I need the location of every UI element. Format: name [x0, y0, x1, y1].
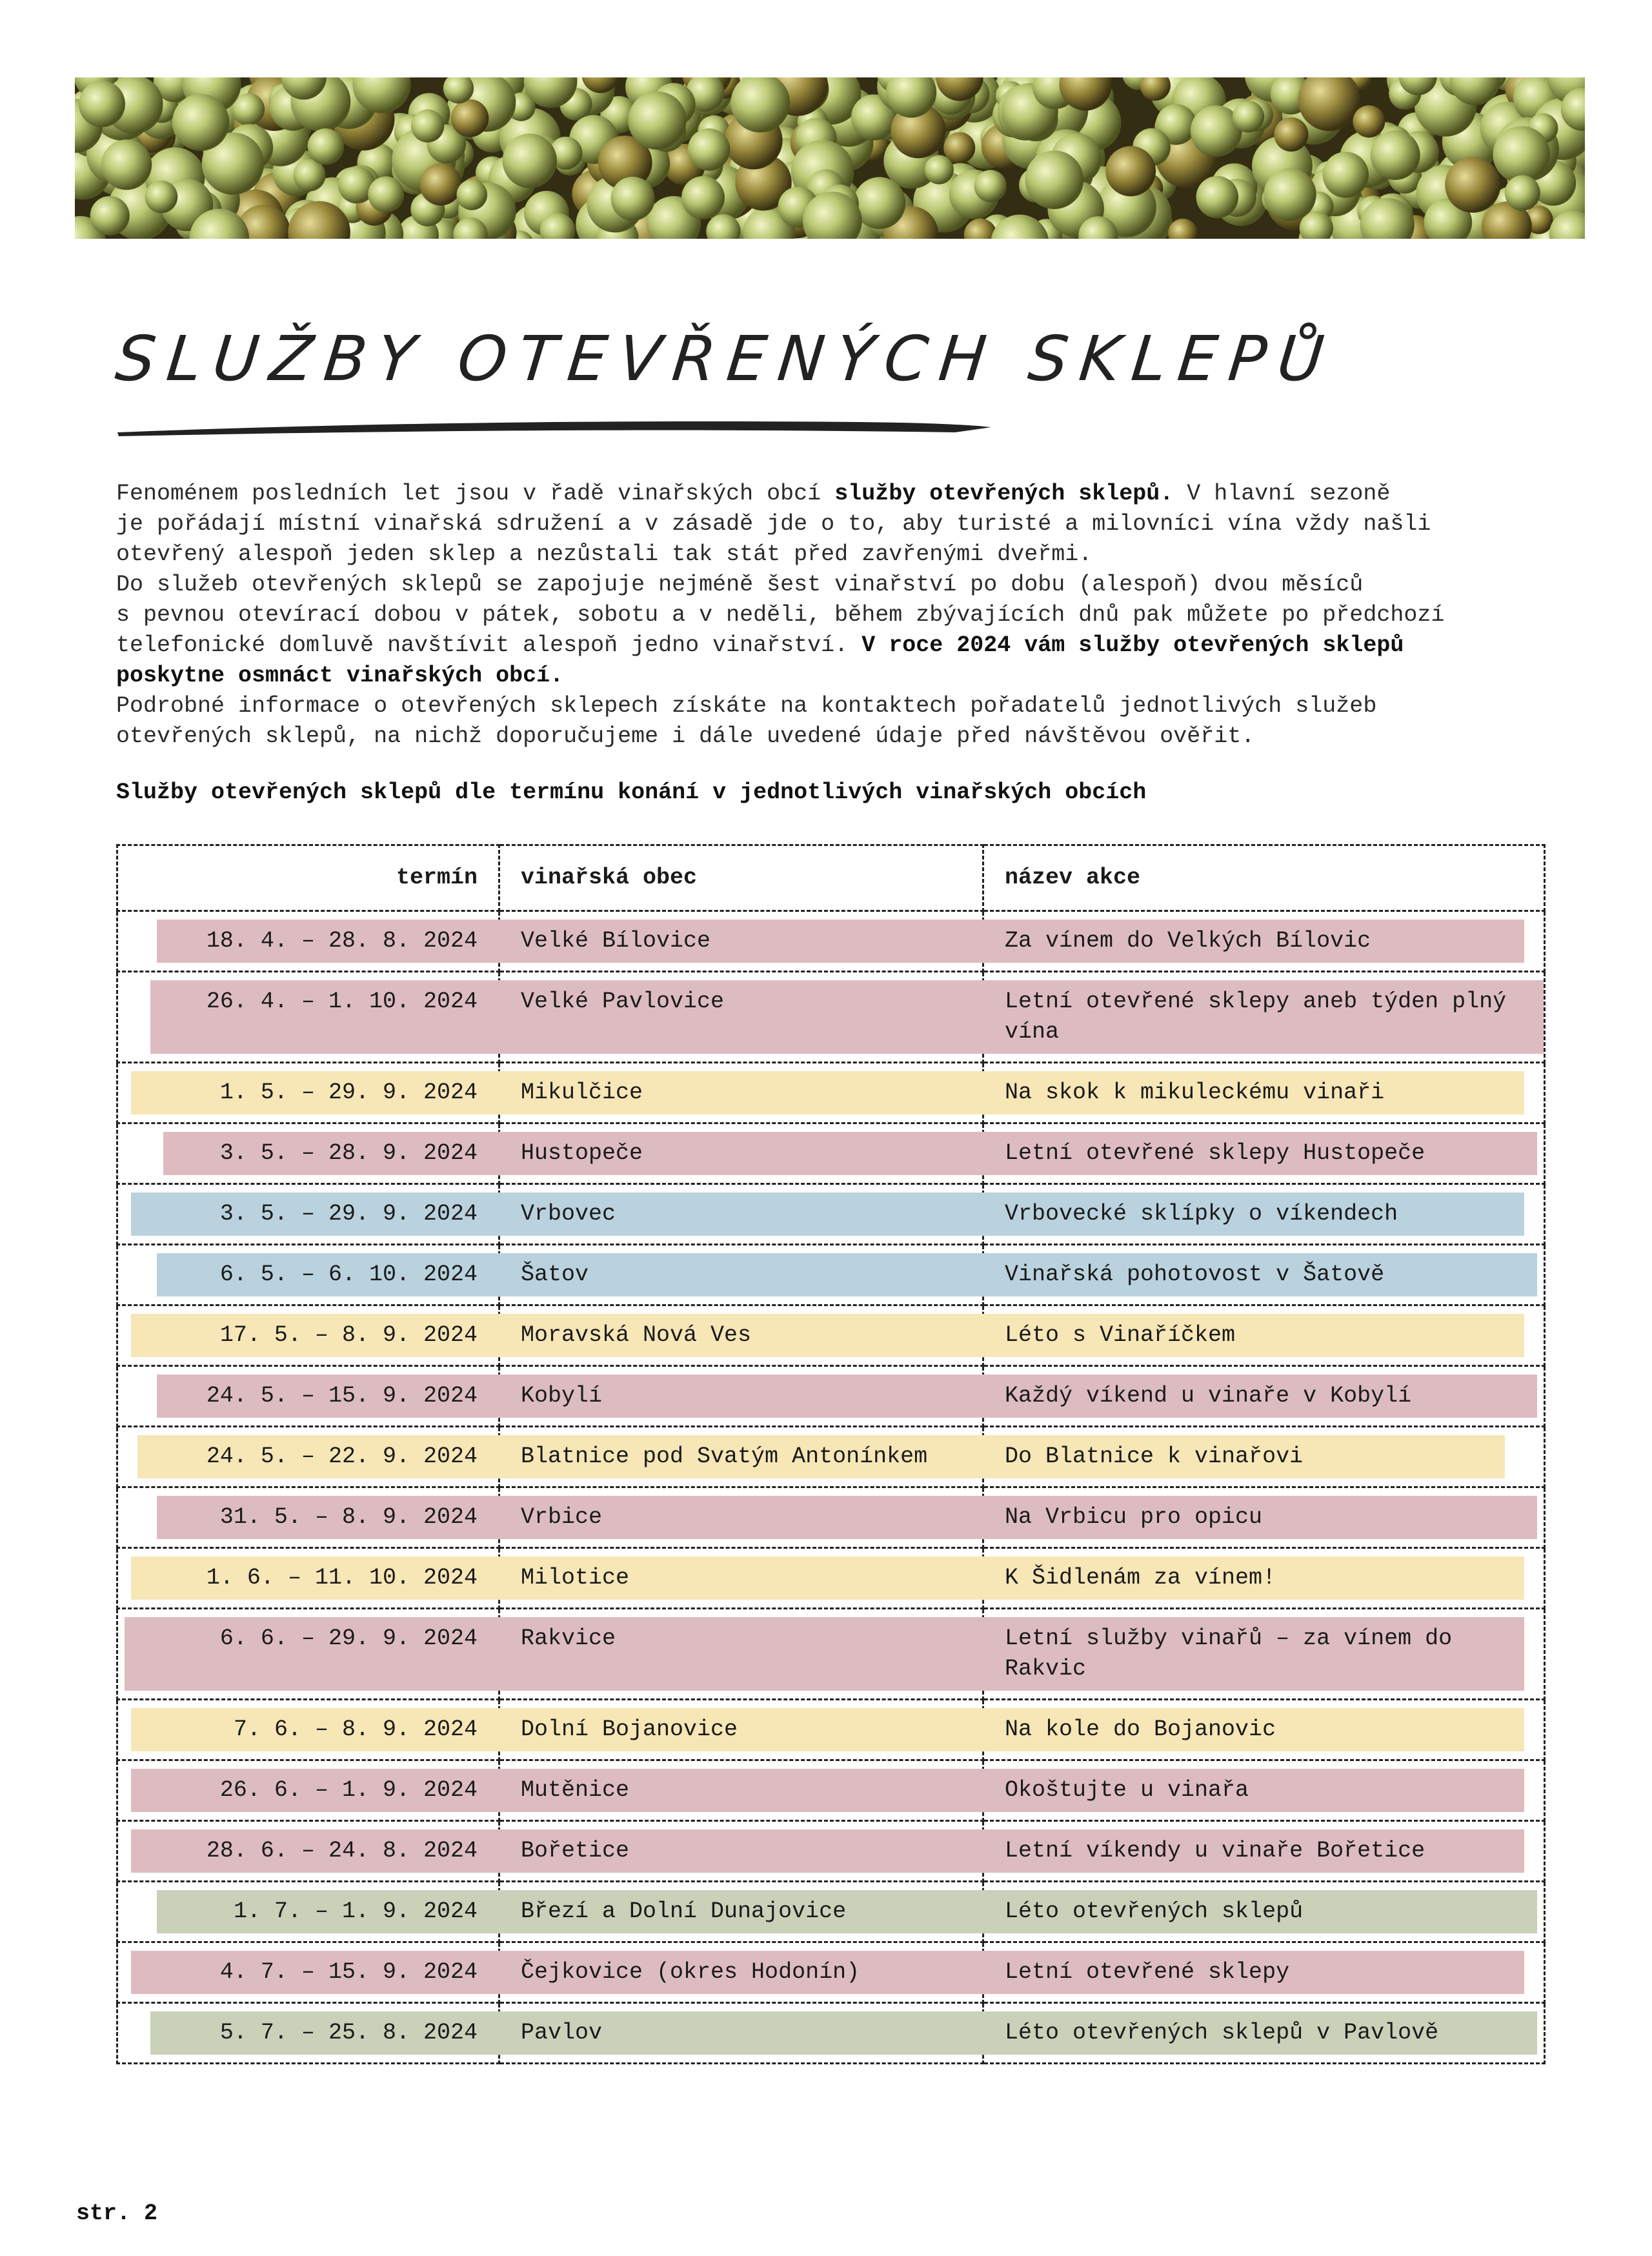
cell-village [499, 1487, 983, 1548]
event-text: Letní otevřené sklepy [1005, 1959, 1290, 1985]
village-text: Velké Pavlovice [521, 989, 725, 1014]
village-text: Pavlov [521, 2020, 603, 2046]
grapes-banner-image [75, 77, 1585, 239]
date-text: 7. 6. – 8. 9. 2024 [233, 1717, 478, 1742]
cell-village [499, 1882, 983, 1942]
cell-event [983, 1427, 1545, 1487]
cell-village [499, 972, 983, 1063]
cell-event [983, 1184, 1545, 1245]
cell-village [499, 1609, 983, 1700]
intro-text-1: Fenoménem posledních let jsou v řadě vinařských obcí [116, 481, 835, 507]
village-text: Vrbice [521, 1504, 603, 1530]
cell-village [499, 2003, 983, 2064]
table-row [117, 1548, 1545, 1609]
event-text: Léto s Vinaříčkem [1005, 1322, 1236, 1348]
event-text: Okoštujte u vinařa [1005, 1777, 1249, 1803]
event-text: Na Vrbicu pro opicu [1005, 1504, 1263, 1530]
date-text: 26. 6. – 1. 9. 2024 [219, 1777, 478, 1803]
village-text: Moravská Nová Ves [521, 1322, 752, 1348]
cell-village [499, 1427, 983, 1487]
village-text: Březí a Dolní Dunajovice [521, 1898, 847, 1924]
table-row [117, 1882, 1545, 1942]
cell-event [983, 1942, 1545, 2003]
village-text: Mutěnice [521, 1777, 630, 1803]
event-text: Každý víkend u vinaře v Kobylí [1005, 1383, 1412, 1409]
event-text: Vrbovecké sklípky o víkendech [1005, 1201, 1398, 1227]
event-text: Letní otevřené sklepy Hustopeče [1005, 1140, 1425, 1166]
date-text: 3. 5. – 29. 9. 2024 [219, 1201, 478, 1227]
title-underline-stroke [116, 413, 994, 439]
cell-village [499, 1366, 983, 1427]
schedule-table-wrapper [116, 844, 1544, 2064]
intro-bold-1: služby otevřených sklepů. [834, 481, 1174, 507]
event-text: Léto otevřených sklepů [1005, 1898, 1304, 1924]
page-number: str. 2 [76, 2201, 158, 2226]
event-text: Vinařská pohotovost v Šatově [1005, 1262, 1385, 1287]
cell-event [983, 911, 1545, 972]
date-text: 1. 7. – 1. 9. 2024 [233, 1898, 478, 1924]
village-text: Velké Bílovice [521, 928, 711, 954]
date-text: 24. 5. – 22. 9. 2024 [206, 1444, 478, 1469]
cell-date [117, 1882, 499, 1942]
date-text: 24. 5. – 15. 9. 2024 [206, 1383, 478, 1409]
date-text: 1. 5. – 29. 9. 2024 [219, 1080, 478, 1105]
date-text: 6. 5. – 6. 10. 2024 [219, 1262, 478, 1287]
event-text: Do Blatnice k vinařovi [1005, 1444, 1304, 1469]
cell-date [117, 2003, 499, 2064]
event-text: Léto otevřených sklepů v Pavlově [1005, 2020, 1439, 2046]
table-row [117, 1123, 1545, 1184]
cell-event [983, 1245, 1545, 1305]
grapes-illustration [75, 77, 1585, 239]
date-text: 5. 7. – 25. 8. 2024 [219, 2020, 478, 2046]
village-text: Mikulčice [521, 1080, 643, 1105]
cell-event [983, 1123, 1545, 1184]
cell-date [117, 1700, 499, 1760]
cell-village [499, 1063, 983, 1123]
cell-date [117, 1305, 499, 1366]
header-date: termín [117, 845, 499, 911]
cell-village [499, 911, 983, 972]
cell-date [117, 1760, 499, 1821]
event-text: Na skok k mikuleckému vinaři [1005, 1080, 1385, 1105]
village-text: Šatov [521, 1262, 589, 1287]
village-text: Kobylí [521, 1383, 603, 1409]
table-row [117, 1760, 1545, 1821]
cell-date [117, 1487, 499, 1548]
date-text: 18. 4. – 28. 8. 2024 [206, 928, 478, 954]
page-title: SLUŽBY OTEVŘENÝCH SKLEPŮ [112, 323, 1339, 395]
village-text: Čejkovice (okres Hodonín) [521, 1959, 860, 1985]
village-text: Dolní Bojanovice [521, 1717, 738, 1742]
cell-event [983, 1548, 1545, 1609]
cell-village [499, 1548, 983, 1609]
cell-date [117, 1548, 499, 1609]
cell-village [499, 1760, 983, 1821]
date-text: 26. 4. – 1. 10. 2024 [206, 989, 478, 1014]
village-text: Rakvice [521, 1626, 616, 1651]
cell-event [983, 1882, 1545, 1942]
table-row [117, 1487, 1545, 1548]
date-text: 1. 6. – 11. 10. 2024 [206, 1565, 478, 1591]
event-text: Letní otevřené sklepy aneb týden plný vína [1005, 989, 1507, 1045]
village-text: Bořetice [521, 1838, 630, 1864]
village-text: Vrbovec [521, 1201, 616, 1227]
table-row [117, 911, 1545, 972]
cell-date [117, 1123, 499, 1184]
cell-event [983, 2003, 1545, 2064]
header-village: vinařská obec [499, 845, 983, 911]
table-row [117, 1063, 1545, 1123]
cell-event [983, 1063, 1545, 1123]
table-row [117, 972, 1545, 1063]
cell-date [117, 1942, 499, 2003]
cell-date [117, 1184, 499, 1245]
event-text: Za vínem do Velkých Bílovic [1005, 928, 1371, 954]
cell-date [117, 1609, 499, 1700]
section-heading: Služby otevřených sklepů dle termínu konání v jednotlivých vinařských obcích [116, 780, 1147, 805]
cell-event [983, 972, 1545, 1063]
event-text: Letní víkendy u vinaře Bořetice [1005, 1838, 1425, 1864]
date-text: 17. 5. – 8. 9. 2024 [219, 1322, 478, 1348]
table-row [117, 1700, 1545, 1760]
table-row [117, 1821, 1545, 1882]
cell-village [499, 1821, 983, 1882]
table-row [117, 1305, 1545, 1366]
cell-date [117, 1821, 499, 1882]
village-text: Hustopeče [521, 1140, 643, 1166]
event-text: K Šidlenám za vínem! [1005, 1565, 1276, 1591]
date-text: 31. 5. – 8. 9. 2024 [219, 1504, 478, 1530]
cell-village [499, 1184, 983, 1245]
cell-village [499, 1123, 983, 1184]
schedule-table [116, 844, 1546, 2064]
cell-date [117, 972, 499, 1063]
cell-village [499, 1305, 983, 1366]
cell-event [983, 1487, 1545, 1548]
table-row [117, 2003, 1545, 2064]
table-header-row [117, 845, 1545, 911]
cell-village [499, 1700, 983, 1760]
event-text: Na kole do Bojanovic [1005, 1717, 1276, 1742]
intro-paragraph [116, 479, 1562, 752]
table-row [117, 1184, 1545, 1245]
cell-event [983, 1700, 1545, 1760]
cell-date [117, 911, 499, 972]
cell-date [117, 1245, 499, 1305]
cell-event [983, 1366, 1545, 1427]
event-text: Letní služby vinařů – za vínem do Rakvic [1005, 1626, 1453, 1682]
intro-text-3: Podrobné informace o otevřených sklepech získáte na kontaktech pořadatelů jednotlivých služeb otevřených sklepů, na nichž doporučujeme i dále uvedené údaje před návštěvou ověřit. [116, 693, 1377, 749]
cell-event [983, 1760, 1545, 1821]
intro-text-2: V hlavní sezoně je pořádají místní vinařská sdružení a v zásadě jde o to, aby turisté a milovníci vína vždy našli otevřený alespoň jeden sklep a nezůstali tak stát před zavřenými dveřmi. Do služeb otevřených sklepů se zapojuje nejméně šest vinařství po dobu (alespoň) dvou měsíců s pevnou otevírací dobou v pátek, sobotu a v neděli, během zbývajících dnů pak můžete po předchozí telefonické domluvě navštívit alespoň jedno vinařství. [116, 481, 1445, 658]
table-row [117, 1245, 1545, 1305]
cell-village [499, 1942, 983, 2003]
cell-event [983, 1821, 1545, 1882]
header-event: název akce [983, 845, 1545, 911]
cell-date [117, 1063, 499, 1123]
table-row [117, 1427, 1545, 1487]
cell-event [983, 1609, 1545, 1700]
date-text: 4. 7. – 15. 9. 2024 [219, 1959, 478, 1985]
table-row [117, 1609, 1545, 1700]
village-text: Milotice [521, 1565, 630, 1591]
cell-date [117, 1366, 499, 1427]
table-row [117, 1366, 1545, 1427]
intro-bold-2: V roce 2024 vám služby otevřených sklepů poskytne osmnáct vinařských obcí. [116, 632, 1404, 689]
cell-event [983, 1305, 1545, 1366]
cell-date [117, 1427, 499, 1487]
date-text: 3. 5. – 28. 9. 2024 [219, 1140, 478, 1166]
date-text: 28. 6. – 24. 8. 2024 [206, 1838, 478, 1864]
table-row [117, 1942, 1545, 2003]
date-text: 6. 6. – 29. 9. 2024 [219, 1626, 478, 1651]
title-block [112, 323, 1339, 452]
village-text: Blatnice pod Svatým Antonínkem [521, 1444, 928, 1469]
cell-village [499, 1245, 983, 1305]
